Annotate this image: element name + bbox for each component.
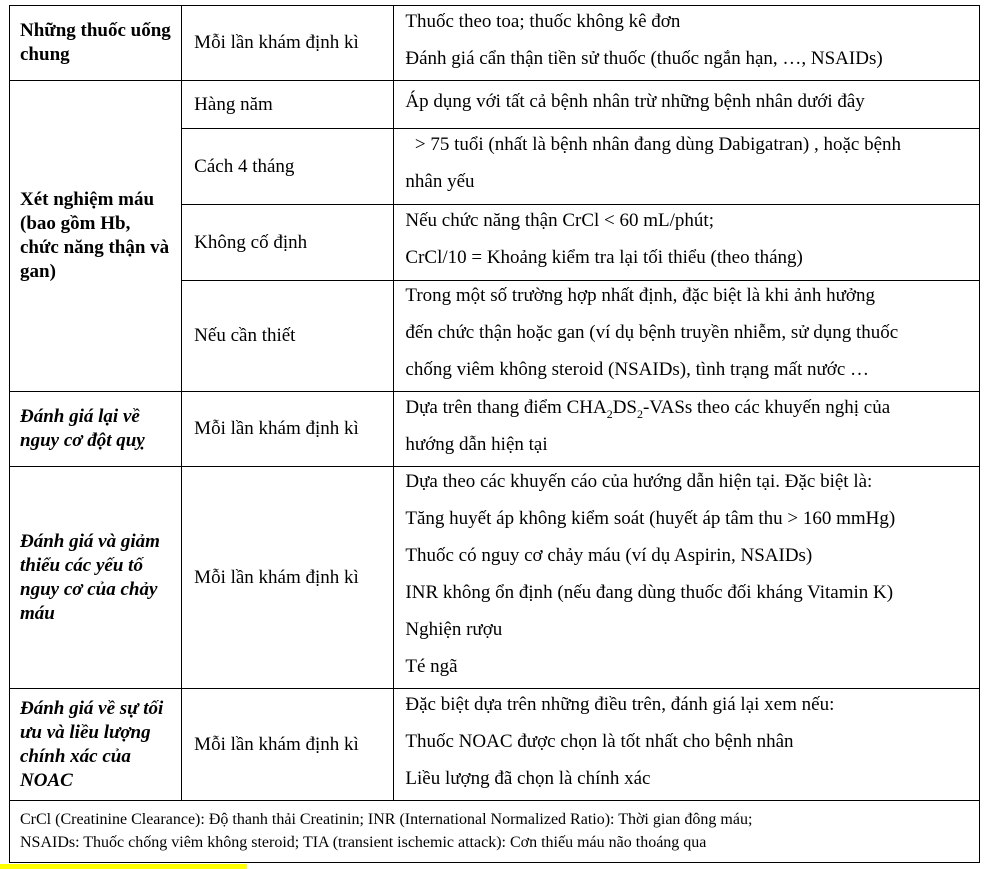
detail-line: Thuốc NOAC được chọn là tốt nhất cho bệnh nhân	[405, 730, 794, 752]
timing-cell: Mỗi lần khám định kì	[182, 392, 394, 467]
detail-line: Liều lượng đã chọn là chính xác	[405, 767, 651, 789]
table-row	[10, 6, 980, 81]
table-row	[10, 467, 980, 689]
detail-cell	[394, 6, 980, 81]
timing-cell: Mỗi lần khám định kì	[182, 689, 394, 801]
detail-line: đến chức thận hoặc gan (ví dụ bệnh truyền nhiễm, sử dụng thuốc	[405, 322, 899, 343]
timing-cell: Mỗi lần khám định kì	[182, 467, 394, 689]
subscript-a: 2	[606, 406, 613, 421]
score-text-pre: Dựa trên thang điểm CHA	[405, 396, 607, 418]
detail-cell	[394, 129, 980, 205]
timing-cell: Cách 4 tháng	[182, 129, 394, 205]
category-cell: Xét nghiệm máu (bao gồm Hb, chức năng thận và gan)	[10, 81, 182, 392]
footnote-line: CrCl (Creatinine Clearance): Độ thanh thải Creatinin; INR (International Normalized Ratio): Thời gian đông máu;	[20, 811, 753, 828]
footnote-row	[10, 801, 980, 863]
timing-cell: Mỗi lần khám định kì	[182, 6, 394, 81]
table-row	[10, 81, 980, 129]
detail-cell	[394, 689, 980, 801]
detail-line: Đánh giá cẩn thận tiền sử thuốc (thuốc ngắn hạn, …, NSAIDs)	[405, 47, 883, 69]
detail-cell	[394, 392, 980, 467]
footnote-line: NSAIDs: Thuốc chống viêm không steroid; TIA (transient ischemic attack): Cơn thiếu máu não thoáng qua	[20, 834, 707, 851]
detail-line: Nghiện rượu	[405, 619, 503, 640]
table-row	[10, 392, 980, 467]
detail-line	[405, 395, 969, 432]
detail-line: Trong một số trường hợp nhất định, đặc biệt là khi ảnh hưởng	[405, 285, 875, 306]
category-cell: Đánh giá lại về nguy cơ đột quỵ	[10, 392, 182, 467]
detail-cell	[394, 205, 980, 281]
detail-line: Thuốc theo toa; thuốc không kê đơn	[405, 10, 681, 32]
timing-cell: Nếu cần thiết	[182, 281, 394, 392]
table-row	[10, 689, 980, 801]
timing-cell: Hàng năm	[182, 81, 394, 129]
detail-line: Nếu chức năng thận CrCl < 60 mL/phút;	[405, 210, 714, 231]
score-text-mid: DS	[612, 396, 637, 418]
detail-line: INR không ổn định (nếu đang dùng thuốc đối kháng Vitamin K)	[405, 582, 894, 603]
monitoring-table	[9, 5, 980, 863]
timing-cell: Không cố định	[182, 205, 394, 281]
footnote-cell	[10, 801, 980, 863]
category-cell: Đánh giá về sự tối ưu và liều lượng chính xác của NOAC	[10, 689, 182, 801]
category-cell: Đánh giá và giảm thiểu các yếu tố nguy cơ của chảy máu	[10, 467, 182, 689]
detail-cell	[394, 467, 980, 689]
detail-line: Áp dụng với tất cả bệnh nhân trừ những bệnh nhân dưới đây	[405, 90, 865, 112]
detail-line: nhân yếu	[405, 171, 475, 192]
detail-line: Té ngã	[405, 656, 458, 677]
detail-line: CrCl/10 = Khoảng kiểm tra lại tối thiểu (theo tháng)	[405, 247, 803, 268]
detail-line: Tăng huyết áp không kiểm soát (huyết áp tâm thu > 160 mmHg)	[405, 508, 896, 529]
detail-line: chống viêm không steroid (NSAIDs), tình trạng mất nước …	[405, 359, 869, 380]
category-cell: Những thuốc uống chung	[10, 6, 182, 81]
detail-cell	[394, 81, 980, 129]
detail-line: > 75 tuổi (nhất là bệnh nhân đang dùng Dabigatran) , hoặc bệnh	[405, 134, 901, 155]
subscript-b: 2	[637, 406, 643, 421]
detail-cell	[394, 281, 980, 392]
detail-line: Đặc biệt dựa trên những điều trên, đánh giá lại xem nếu:	[405, 693, 835, 715]
detail-line: Dựa theo các khuyến cáo của hướng dẫn hiện tại. Đặc biệt là:	[405, 471, 873, 492]
detail-line: hướng dẫn hiện tại	[405, 433, 548, 455]
detail-line: Thuốc có nguy cơ chảy máu (ví dụ Aspirin, NSAIDs)	[405, 545, 813, 566]
score-text-post: -VASs theo các khuyến nghị của	[643, 396, 891, 418]
yellow-highlight-strip	[0, 864, 247, 869]
